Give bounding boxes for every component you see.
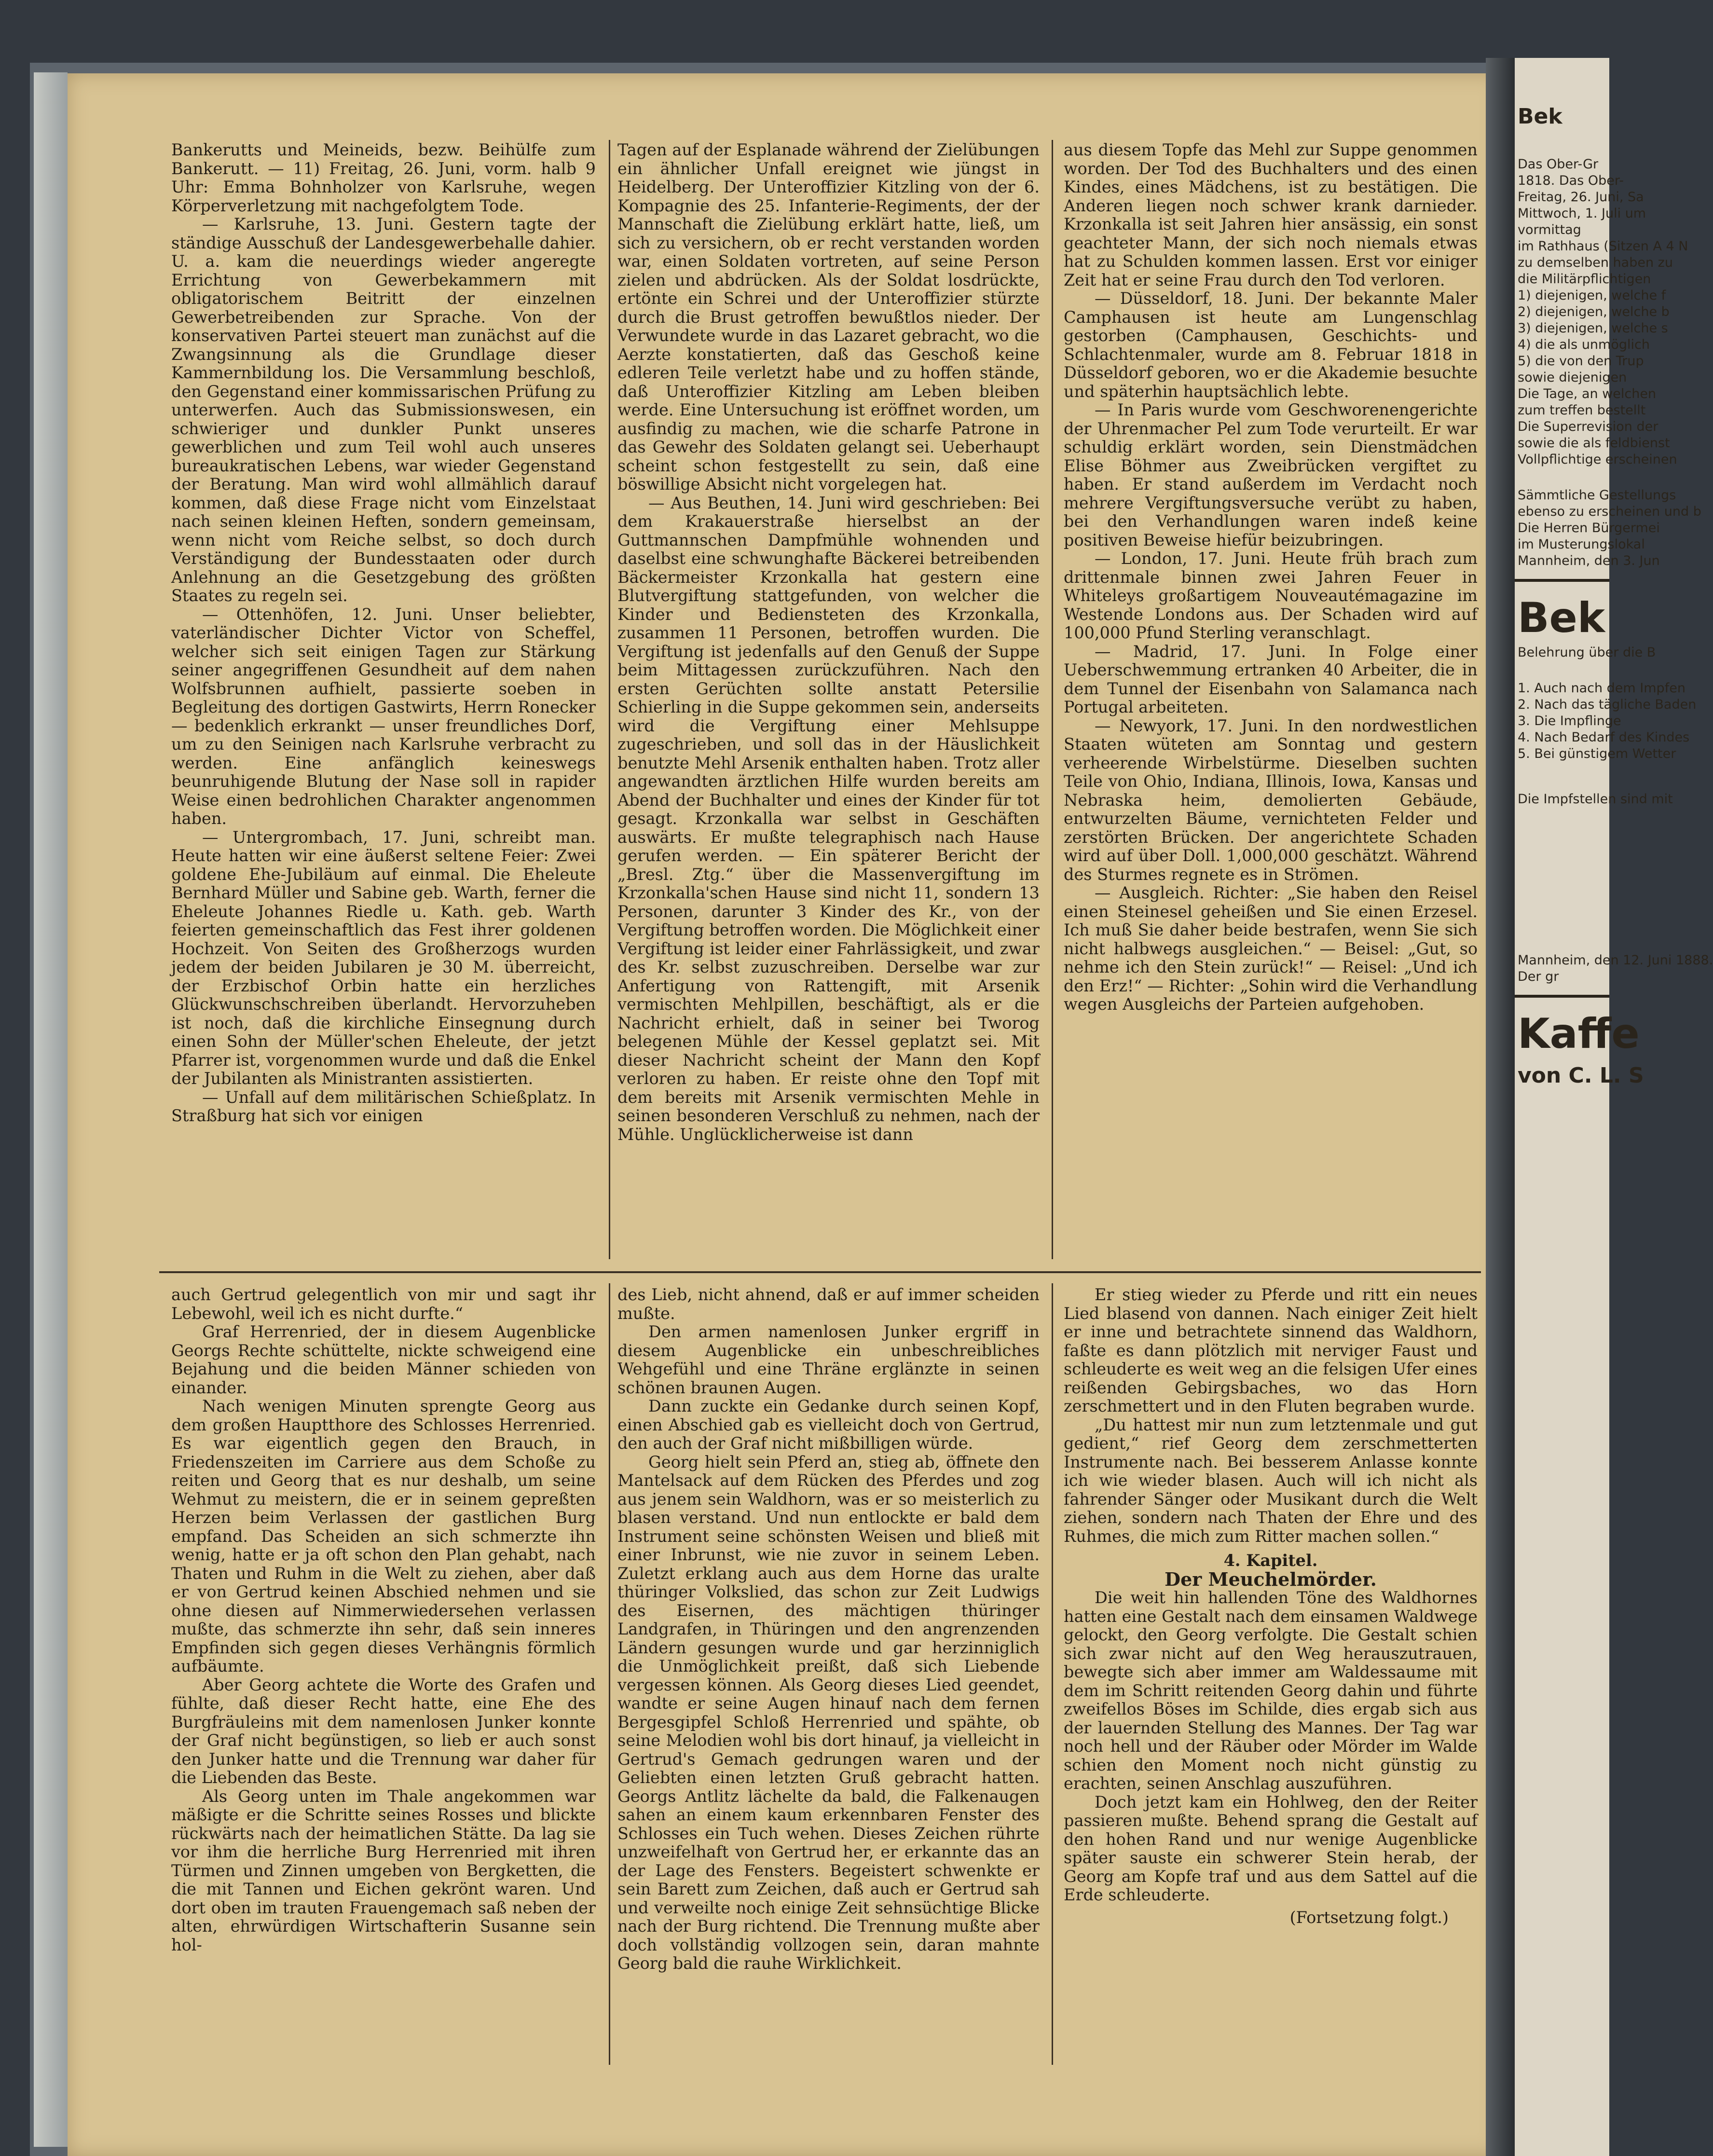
story-paragraph: Graf Herrenried, der in diesem Augenblicke Georgs Rechte schüttelte, nickte schweigend eine Bejahung und die beiden Männer schieden von einander. bbox=[171, 1322, 596, 1397]
column-rule bbox=[609, 140, 610, 1259]
adjacent-line: Vollpflichtige erscheinen bbox=[1518, 452, 1677, 467]
continued-note: (Fortsetzung folgt.) bbox=[1289, 1908, 1449, 1927]
adjacent-line: sowie die als feldbienst bbox=[1518, 436, 1670, 451]
chapter-title: Der Meuchelmörder. bbox=[1165, 1568, 1377, 1590]
adjacent-line: 5) die von den Trup bbox=[1518, 354, 1644, 369]
news-item: — Madrid, 17. Juni. In Folge einer Ueberschwemmung ertranken 40 Arbeiter, die in dem Tunnel der Eisenbahn von Salamanca nach Portugal arbeiteten. bbox=[1064, 642, 1478, 716]
adjacent-line: Freitag, 26. Juni, Sa bbox=[1518, 190, 1644, 205]
news-item: — Ottenhöfen, 12. Juni. Unser beliebter, vaterländischer Dichter Victor von Scheffel, welcher sich seit einigen Tagen zur Stärkung seiner angegriffenen Gesundheit auf dem nahen Wolfsbrunnen aufhielt, passierte soeben in Begleitung des dortigen Gastwirts, Herrn Ronecker — bedenklich erkrankt — unser freundliches Dorf, um zu den Seinigen nach Karlsruhe verbracht zu werden. Eine anfänglich keineswegs beunruhigende Blutung der Nase soll in rapider Weise einen bedrohlichen Charakter angenommen haben. bbox=[171, 604, 596, 828]
chapter-number: 4. Kapitel. bbox=[1223, 1551, 1318, 1570]
news-item: aus diesem Topfe das Mehl zur Suppe genommen worden. Der Tod des Buchhalters und des einen Kindes, eines Mädchens, ist zu bestätigen. Die Anderen liegen noch schwer krank darnieder. Krzonkalla ist seit Jahren hier ansässig, ein sonst geachteter Mann, der sich noch niemals etwas hat zu Schulden kommen lassen. Erst vor einiger Zeit hat er seine Frau durch den Tod verloren. bbox=[1064, 140, 1478, 289]
adjacent-line: 3) diejenigen, welche s bbox=[1518, 321, 1668, 336]
news-item: Tagen auf der Esplanade während der Zielübungen ein ähnlicher Unfall ereignet wie jüngst in Heidelberg. Der Unteroffizier Kitzling von der 6. Kompagnie des 25. Infanterie-Regiments, der der Mannschaft die Zielübung erklärt hatte, ließ, um sich zu versichern, ob er recht verstanden worden war, einen Soldaten vortreten, auf seine Person zielen und abdrücken. Als der Soldat losdrückte, ertönte ein Schrei und der Unteroffizier stürzte durch die Brust getroffen bewußtlos nieder. Der Verwundete wurde in das Lazaret gebracht, wo die Aerzte konstatierten, daß das Geschoß keine edleren Teile verletzt habe und zu hoffen stände, daß Unteroffizier Kitzling am Leben bleiben werde. Eine Untersuchung ist eröffnet worden, um ausfindig zu machen, wie die scharfe Patrone in das Gewehr des Soldaten gelangt sei. Ueberhaupt scheint schon festgestellt zu sein, daß eine böswillige Absicht nicht vorgelegen hat. bbox=[617, 140, 1040, 494]
adjacent-line: ebenso zu erscheinen und b bbox=[1518, 504, 1701, 519]
adjacent-line: die Militärpflichtigen bbox=[1518, 272, 1651, 287]
adjacent-line: 2. Nach das tägliche Baden bbox=[1518, 697, 1697, 712]
story-paragraph: Er stieg wieder zu Pferde und ritt ein neues Lied blasend von dannen. Nach einiger Zeit hielt er inne und betrachtete sinnend das Waldhorn, faßte es dann plötzlich mit nerviger Faust und schleuderte es weit weg an die felsigen Ufer eines reißenden Gebirgsbaches, wo das Horn zerschmettert und in den Fluten begraben wurde. bbox=[1064, 1285, 1478, 1415]
adjacent-line: 3. Die Impflinge bbox=[1518, 714, 1621, 728]
news-item: — London, 17. Juni. Heute früh brach zum drittenmale binnen zwei Jahren Feuer in Whiteleys großartigem Nouveautémagazine im Westende Londons aus. Der Schaden wird auf 100,000 Pfund Sterling veranschlagt. bbox=[1064, 549, 1478, 642]
story-paragraph: Georg hielt sein Pferd an, stieg ab, öffnete den Mantelsack auf dem Rücken des Pferdes und zog aus jenem sein Waldhorn, was er so meisterlich zu blasen verstand. Und nun entlockte er bald dem Instrument seine schönsten Weisen und bließ mit einer Inbrunst, wie nie zuvor in seinem Leben. Zuletzt erklang auch aus dem Horne das uralte thüringer Volkslied, das schon zur Zeit Ludwigs des Eisernen, des mächtigen thüringer Landgrafen, in Thüringen und den angrenzenden Ländern gesungen wurde und gar herzinniglich die Unmöglichkeit preißt, daß sich Liebende vergessen können. Als Georg dieses Lied geendet, wandte er seine Augen hinauf nach dem fernen Bergesgipfel Schloß Herrenried und spähte, ob seine Melodien wohl bis dort hinauf, ja vielleicht in Gertrud's Gemach gedrungen waren und der Geliebten einen letzten Gruß gebracht hatten. Georgs Antlitz lächelte da bald, die Falkenaugen sahen an einem kaum erkennbaren Fenster des Schlosses ein Tuch wehen. Dieses Zeichen rührte unzweifelhaft von Gertrud her, er erkannte das an der Lage des Fensters. Begeistert schwenkte er sein Barett zum Zeichen, daß auch er Gertrud sah und verweilte noch einige Zeit sehnsüchtige Blicke nach der Burg richtend. Die Trennung mußte aber doch vollständig vollzogen sein, daran mahnte Georg bald die rauhe Wirklichkeit. bbox=[617, 1452, 1040, 1973]
column-rule bbox=[1052, 140, 1053, 1259]
adjacent-line: im Musterungslokal bbox=[1518, 537, 1645, 552]
adjacent-line: vormittag bbox=[1518, 222, 1581, 237]
news-item: — Karlsruhe, 13. Juni. Gestern tagte der ständige Ausschuß der Landesgewerbehalle dahier. U. a. kam die neuerdings wieder angeregte Errichtung von Gewerbekammern mit obligatorischem Beitritt der einzelnen Gewerbetreibenden zur Sprache. Von der konservativen Partei steuert man zunächst auf die Zwangsinnung als die Grundlage dieser Kammernbildung los. Die Versammlung beschloß, den Gegenstand einer kommissarischen Prüfung zu unterwerfen. Auch das Submissionswesen, ein schwieriger und dunkler Punkt unseres gewerblichen und zum Teil wohl auch unseres bureaukratischen Lebens, war wieder Gegenstand der Beratung. Man wird wohl allmählich darauf kommen, daß diese Frage nicht vom Einzelstaat nach seinen kleinen Heften, sondern gemeinsam, wenn nicht vom Reiche selbst, so doch durch Verständigung der Bundesstaaten oder durch Anlehnung an die Gesetzgebung des größten Staates zu regeln sei. bbox=[171, 215, 596, 605]
binder-edge bbox=[34, 72, 68, 2147]
story-paragraph: des Lieb, nicht ahnend, daß er auf immer scheiden mußte. bbox=[617, 1285, 1040, 1323]
story-column-2 bbox=[617, 1286, 1040, 1973]
news-item: — Ausgleich. Richter: „Sie haben den Reisel einen Steinesel geheißen und Sie einen Erzesel. Ich muß Sie daher beide bestrafen, wenn Sie sich nicht halbwegs ausgleichen.“ — Beisel: „Gut, so nehme ich den Stein zurück!“ — Reisel: „Und ich den Erz!“ — Richter: „Sohin wird die Verhandlung wegen Ausgleichs der Parteien aufgehoben. bbox=[1064, 883, 1478, 1014]
story-paragraph: Als Georg unten im Thale angekommen war mäßigte er die Schritte seines Rosses und blickte rückwärts nach der heimatlichen Stätte. Da lag sie vor ihm die herrliche Burg Herrenried mit ihren Türmen und Zinnen umgeben von Bergketten, die die mit Tannen und Eichen gekrönt waren. Und dort oben im trauten Frauengemach saß neben der alten, ehrwürdigen Wirtschafterin Susanne sein hol- bbox=[171, 1786, 596, 1954]
story-paragraph: Nach wenigen Minuten sprengte Georg aus dem großen Hauptthore des Schlosses Herrenried. Es war eigentlich gegen den Brauch, in Friedenszeiten im Carriere aus dem Schoße zu reiten und Georg that es nur deshalb, um seine Wehmut zu meistern, die er in seinem gepreßten Herzen beim Verlassen der gastlichen Burg empfand. Das Scheiden an sich schmerzte ihn wenig, hatte er ja oft schon den Plan gehabt, nach Thaten und Ruhm in die Welt zu ziehen, aber daß er von Gertrud keinen Abschied nehmen und sie ohne diesen auf Nimmerwiedersehen verlassen mußte, das schmerzte ihn sehr, daß sein inneres Empfinden sich gegen dieses Verhängnis förmlich aufbäumte. bbox=[171, 1397, 596, 1675]
news-item: — Newyork, 17. Juni. In den nordwestlichen Staaten wüteten am Sonntag und gestern verheerende Wirbelstürme. Dieselben suchten Teile von Ohio, Indiana, Illinois, Iowa, Kansas und Nebraska heim, demolierten Gebäude, entwurzelten Bäume, vernichteten Felder und zerstörten Brücken. Der angerichtete Schaden wird auf über Doll. 1,000,000 geschätzt. Während des Sturmes regnete es in Strömen. bbox=[1064, 716, 1478, 884]
adjacent-page-strip bbox=[1515, 58, 1713, 2156]
adjacent-line: Bek bbox=[1518, 594, 1605, 642]
story-column-1 bbox=[171, 1286, 596, 1954]
adjacent-line: sowie diejenigen bbox=[1518, 370, 1627, 385]
adjacent-line: 2) diejenigen, welche b bbox=[1518, 304, 1670, 319]
adjacent-line: Mannheim, den 3. Jun bbox=[1518, 553, 1660, 568]
adjacent-line: im Rathhaus (Sitzen A 4 N bbox=[1518, 239, 1688, 254]
adjacent-line: Mannheim, den 12. Juni 1888. bbox=[1518, 953, 1713, 968]
adjacent-line: 1) diejenigen, welche f bbox=[1518, 288, 1666, 303]
adjacent-line: Bek bbox=[1518, 104, 1562, 129]
adjacent-rule bbox=[1515, 995, 1609, 998]
story-paragraph: auch Gertrud gelegentlich von mir und sagt ihr Lebewohl, weil ich es nicht durfte.“ bbox=[171, 1285, 596, 1323]
story-paragraph: Den armen namenlosen Junker ergriff in diesem Augenblicke ein unbeschreibliches Wehgefühl und eine Thräne erglänzte in seinen schönen braunen Augen. bbox=[617, 1322, 1040, 1397]
adjacent-line: 1818. Das Ober- bbox=[1518, 173, 1624, 188]
adjacent-line: Kaffe bbox=[1518, 1010, 1640, 1058]
column-rule bbox=[1052, 1283, 1053, 2065]
adjacent-rule bbox=[1515, 579, 1609, 582]
adjacent-line: 5. Bei günstigem Wetter bbox=[1518, 746, 1676, 761]
news-item: Bankerutts und Meineids, bezw. Beihülfe zum Bankerutt. — 11) Freitag, 26. Juni, vorm. halb 9 Uhr: Emma Bohnholzer von Karlsruhe, wegen Körperverletzung mit nachgefolgtem Tode. bbox=[171, 140, 596, 215]
adjacent-line: zu demselben haben zu bbox=[1518, 255, 1673, 270]
adjacent-line: Die Superrevision der bbox=[1518, 419, 1658, 434]
story-paragraph: Die weit hin hallenden Töne des Waldhornes hatten eine Gestalt nach dem einsamen Waldwege gelockt, den Georg verfolgte. Die Gestalt schien sich zwar nicht auf den Weg herauszutrauen, bewegte sich aber immer am Waldessaume mit dem im Schritt reitenden Georg dahin und führte zweifellos Böses im Schilde, dies ergab sich aus der lauernden Stellung des Mannes. Der Tag war noch hell und der Räuber oder Mörder im Walde schien den Moment noch nicht günstig zu erachten, seinen Anschlag auszuführen. bbox=[1064, 1588, 1478, 1793]
news-item: — Düsseldorf, 18. Juni. Der bekannte Maler Camphausen ist heute am Lungenschlag gestorben (Camphausen, Geschichts- und Schlachtenmaler, wurde am 8. Februar 1818 in Düsseldorf geboren, wo er die Akademie besuchte und späterhin hauptsächlich lebte. bbox=[1064, 289, 1478, 401]
story-paragraph: Doch jetzt kam ein Hohlweg, den der Reiter passieren mußte. Behend sprang die Gestalt auf den hohen Rand und nur wenige Augenblicke später sauste ein schwerer Stein herab, der Georg am Kopfe traf und aus dem Sattel auf die Erde schleuderte. bbox=[1064, 1792, 1478, 1904]
news-column-3 bbox=[1064, 141, 1478, 1014]
feuilleton-rule bbox=[159, 1271, 1481, 1273]
adjacent-line: Die Herren Bürgermei bbox=[1518, 521, 1660, 536]
column-rule bbox=[609, 1283, 610, 2065]
news-column-1 bbox=[171, 141, 596, 1126]
story-paragraph: Aber Georg achtete die Worte des Grafen und fühlte, daß dieser Recht hatte, eine Ehe des Burgfräuleins mit dem namenlosen Junker konnte der Graf nicht begünstigen, so lieb er auch sonst den Junker hatte und die Trennung war daher für die Liebenden das Beste. bbox=[171, 1675, 596, 1787]
adjacent-line: Belehrung über die B bbox=[1518, 645, 1656, 660]
news-item: — In Paris wurde vom Geschworenengerichte der Uhrenmacher Pel zum Tode verurteilt. Er war schuldig erklärt worden, sein Dienstmädchen Elise Böhmer aus Zweibrücken vergiftet zu haben. Er stand außerdem im Verdacht noch mehrere Vergiftungsversuche verübt zu haben, bei den Verhandlungen waren indeß keine positiven Beweise hiefür beizubringen. bbox=[1064, 400, 1478, 549]
news-column-2 bbox=[617, 141, 1040, 1144]
adjacent-line: zum treffen bestellt bbox=[1518, 403, 1646, 418]
adjacent-line: Sämmtliche Gestellungs bbox=[1518, 488, 1676, 503]
adjacent-line: 4) die als unmöglich bbox=[1518, 337, 1650, 352]
news-item: — Untergrombach, 17. Juni, schreibt man. Heute hatten wir eine äußerst seltene Feier: Zwei goldene Ehe-Jubiläum auf einmal. Die Eheleute Bernhard Müller und Sabine geb. Warth, ferner die Eheleute Johannes Riedle u. Kath. geb. Warth feierten gemeinschaftlich das Fest ihrer goldenen Hochzeit. Von Seiten des Großherzogs wurden jedem der beiden Jubilaren je 30 M. überreicht, der Erzbischof Orbin hatte ein herzliches Glückwunschschreiben überlandt. Hervorzuheben ist noch, daß die kirchliche Einsegnung durch einen Sohn der Müller'schen Eheleute, der jetzt Pfarrer ist, vorgenommen wurde und daß die Enkel der Jubilanten als Ministranten assistierten. bbox=[171, 827, 596, 1088]
story-column-3 bbox=[1064, 1286, 1478, 1927]
adjacent-line: Das Ober-Gr bbox=[1518, 157, 1599, 172]
adjacent-line: Die Tage, an welchen bbox=[1518, 386, 1657, 401]
adjacent-line: Der gr bbox=[1518, 969, 1559, 984]
adjacent-line: 4. Nach Bedarf des Kindes bbox=[1518, 730, 1690, 745]
adjacent-line: von C. L. S bbox=[1518, 1063, 1644, 1088]
news-item: — Aus Beuthen, 14. Juni wird geschrieben: Bei dem Krakauerstraße hierselbst an der Guttmannschen Dampfmühle wohnenden und daselbst eine schwunghafte Bäckerei betreibenden Bäckermeister Krzonkalla hat gestern eine Blutvergiftung stattgefunden, von welcher die Kinder und Bediensteten des Krzonkalla, zusammen 11 Personen, betroffen wurden. Die Vergiftung ist jedenfalls auf den Genuß der Suppe beim Mittagessen zurückzuführen. Nach den ersten Gerüchten sollte anstatt Petersilie Schierling in die Suppe gekommen sein, anderseits wird die Vergiftung einer Mehlsuppe zugeschrieben, und soll das in der Häuslichkeit benutzte Mehl Arsenik enthalten haben. Trotz aller angewandten ärztlichen Hilfe wurden bereits am Abend der Buchhalter und eines der Kinder für tot gesagt. Krzonkalla war selbst in Geschäften auswärts. Er mußte telegraphisch nach Hause gerufen werden. — Ein späterer Bericht der „Bresl. Ztg.“ über die Massenvergiftung im Krzonkalla'schen Hause sind nicht 11, sondern 13 Personen, darunter 3 Kinder des Kr., von der Vergiftung betroffen worden. Die Möglichkeit einer Vergiftung ist leider einer Fahrlässigkeit, und zwar des Kr. selbst zuzuschreiben. Derselbe war zur Anfertigung von Rattengift, mit Arsenik vermischten Mehlpillen, beschäftigt, als er die Nachricht erhielt, daß in seiner bei Tworog belegenen Mühle der Kessel geplatzt sei. Mit dieser Nachricht scheint der Mann den Kopf verloren zu haben. Er reiste ohne den Topf mit dem bereits mit Arsenik vermischten Mehle in seinen besonderen Verschluß zu nehmen, nach der Mühle. Unglücklicherweise ist dann bbox=[617, 493, 1040, 1144]
adjacent-line: Die Impfstellen sind mit bbox=[1518, 792, 1673, 807]
adjacent-line: Mittwoch, 1. Juli um bbox=[1518, 206, 1646, 221]
story-paragraph: Dann zuckte ein Gedanke durch seinen Kopf, einen Abschied gab es vielleicht doch von Gertrud, den auch der Graf nicht mißbilligen würde. bbox=[617, 1397, 1040, 1453]
story-paragraph: „Du hattest mir nun zum letztenmale und gut gedient,“ rief Georg dem zerschmetterten Instrumente nach. Bei besserem Anlasse konnte ich wie wieder blasen. Auch will ich nicht als fahrender Sänger oder Musikant durch die Welt ziehen, sondern nach Thaten der Ehre und des Ruhmes, die mich zum Ritter machen sollen.“ bbox=[1064, 1415, 1478, 1546]
news-item: — Unfall auf dem militärischen Schießplatz. In Straßburg hat sich vor einigen bbox=[171, 1087, 596, 1125]
adjacent-line: 1. Auch nach dem Impfen bbox=[1518, 681, 1686, 696]
